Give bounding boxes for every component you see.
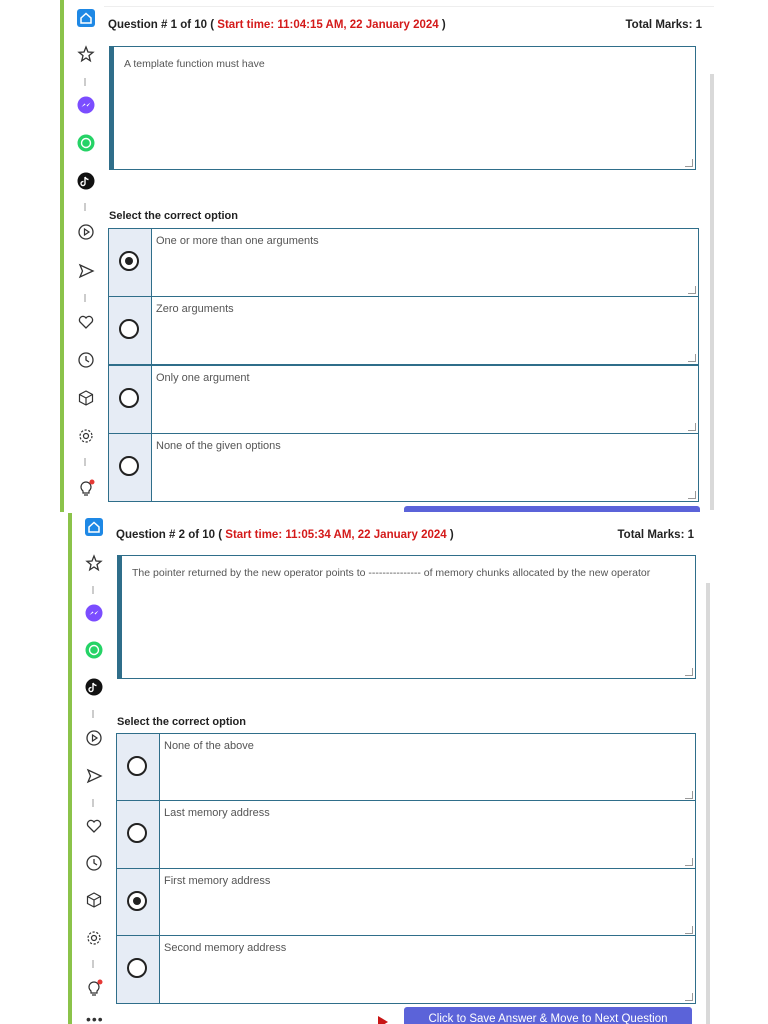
resize-handle[interactable]	[685, 159, 693, 167]
messenger-icon[interactable]	[72, 91, 100, 119]
radio-button[interactable]	[127, 958, 147, 978]
lightbulb-icon[interactable]	[80, 974, 108, 1002]
more-icon[interactable]: •••	[86, 1011, 104, 1024]
radio-button[interactable]	[119, 319, 139, 339]
scrollbar[interactable]	[710, 74, 714, 510]
radio-cell	[109, 297, 152, 364]
resize-handle[interactable]	[685, 668, 693, 676]
question-text-box	[109, 46, 696, 170]
resize-handle[interactable]	[688, 286, 696, 294]
option-text: One or more than one arguments	[156, 235, 319, 247]
total-marks: Total Marks: 1	[617, 529, 694, 541]
quiz-content	[104, 0, 714, 512]
resize-handle[interactable]	[688, 491, 696, 499]
question-text: A template function must have	[124, 58, 265, 70]
divider	[84, 78, 86, 86]
radio-button[interactable]	[119, 251, 139, 271]
divider	[92, 799, 94, 807]
question-text-box	[117, 555, 696, 679]
total-marks: Total Marks: 1	[625, 19, 702, 31]
tiktok-icon[interactable]	[72, 167, 100, 195]
play-icon[interactable]	[80, 724, 108, 752]
divider	[92, 960, 94, 968]
option-text: Zero arguments	[156, 303, 234, 315]
sidebar	[60, 0, 104, 512]
divider	[84, 458, 86, 466]
home-icon[interactable]	[80, 513, 108, 541]
radio-cell	[117, 936, 160, 1003]
option-text: First memory address	[164, 875, 271, 887]
radio-cell	[117, 801, 160, 868]
select-option-label: Select the correct option	[117, 716, 246, 728]
option-row[interactable]	[108, 296, 699, 365]
option-row[interactable]	[116, 733, 696, 802]
question-panel-2	[68, 513, 714, 1024]
pointer-arrow-icon	[378, 1016, 388, 1024]
scrollbar[interactable]	[706, 583, 710, 1024]
option-row[interactable]	[116, 935, 696, 1004]
divider	[84, 294, 86, 302]
option-text: None of the given options	[156, 440, 281, 452]
option-row[interactable]	[116, 868, 696, 937]
radio-cell	[117, 869, 160, 936]
resize-handle[interactable]	[685, 926, 693, 934]
resize-handle[interactable]	[685, 993, 693, 1001]
whatsapp-icon[interactable]	[80, 636, 108, 664]
question-number-suffix: )	[446, 529, 454, 541]
radio-button[interactable]	[119, 388, 139, 408]
start-time: Start time: 11:04:15 AM, 22 January 2024	[217, 19, 439, 31]
divider	[92, 710, 94, 718]
question-number: Question # 2 of 10 (	[116, 529, 226, 541]
option-row[interactable]	[108, 365, 699, 434]
option-text: Second memory address	[164, 942, 287, 954]
question-header	[108, 19, 714, 35]
play-icon[interactable]	[72, 218, 100, 246]
send-icon[interactable]	[72, 257, 100, 285]
sidebar	[68, 513, 112, 1024]
option-text: None of the above	[164, 740, 254, 752]
option-row[interactable]	[116, 800, 696, 869]
messenger-icon[interactable]	[80, 599, 108, 627]
question-number: Question # 1 of 10 (	[108, 19, 218, 31]
resize-handle[interactable]	[685, 791, 693, 799]
send-icon[interactable]	[80, 762, 108, 790]
radio-button[interactable]	[119, 456, 139, 476]
start-time: Start time: 11:05:34 AM, 22 January 2024	[225, 529, 447, 541]
divider	[84, 203, 86, 211]
question-text: The pointer returned by the new operator points to --------------- of memory chunks allocated by the new operator	[132, 567, 651, 579]
radio-cell	[109, 366, 152, 433]
radio-cell	[109, 229, 152, 296]
option-row[interactable]	[108, 228, 699, 297]
radio-cell	[109, 434, 152, 501]
question-header	[116, 529, 714, 545]
whatsapp-icon[interactable]	[72, 129, 100, 157]
settings-icon[interactable]	[80, 924, 108, 952]
divider	[92, 586, 94, 594]
radio-button[interactable]	[127, 891, 147, 911]
question-panel-1	[60, 0, 714, 512]
radio-button[interactable]	[127, 756, 147, 776]
radio-button[interactable]	[127, 823, 147, 843]
option-text: Only one argument	[156, 372, 250, 384]
home-icon[interactable]	[72, 4, 100, 32]
option-row[interactable]	[108, 433, 699, 502]
select-option-label: Select the correct option	[109, 210, 238, 222]
divider	[104, 6, 714, 7]
heart-icon[interactable]	[80, 812, 108, 840]
question-number-suffix: )	[438, 19, 446, 31]
clock-icon[interactable]	[80, 849, 108, 877]
cube-icon[interactable]	[80, 886, 108, 914]
radio-cell	[117, 734, 160, 801]
option-text: Last memory address	[164, 807, 270, 819]
star-icon[interactable]	[72, 40, 100, 68]
heart-icon[interactable]	[72, 308, 100, 336]
resize-handle[interactable]	[685, 858, 693, 866]
resize-handle[interactable]	[688, 354, 696, 362]
settings-icon[interactable]	[72, 422, 100, 450]
quiz-content	[112, 513, 714, 1024]
star-icon[interactable]	[80, 549, 108, 577]
lightbulb-icon[interactable]	[72, 474, 100, 502]
next-question-button[interactable]: Click to Save Answer & Move to Next Question	[404, 1007, 692, 1024]
tiktok-icon[interactable]	[80, 673, 108, 701]
cube-icon[interactable]	[72, 384, 100, 412]
next-question-button[interactable]	[404, 506, 700, 512]
resize-handle[interactable]	[688, 423, 696, 431]
clock-icon[interactable]	[72, 346, 100, 374]
